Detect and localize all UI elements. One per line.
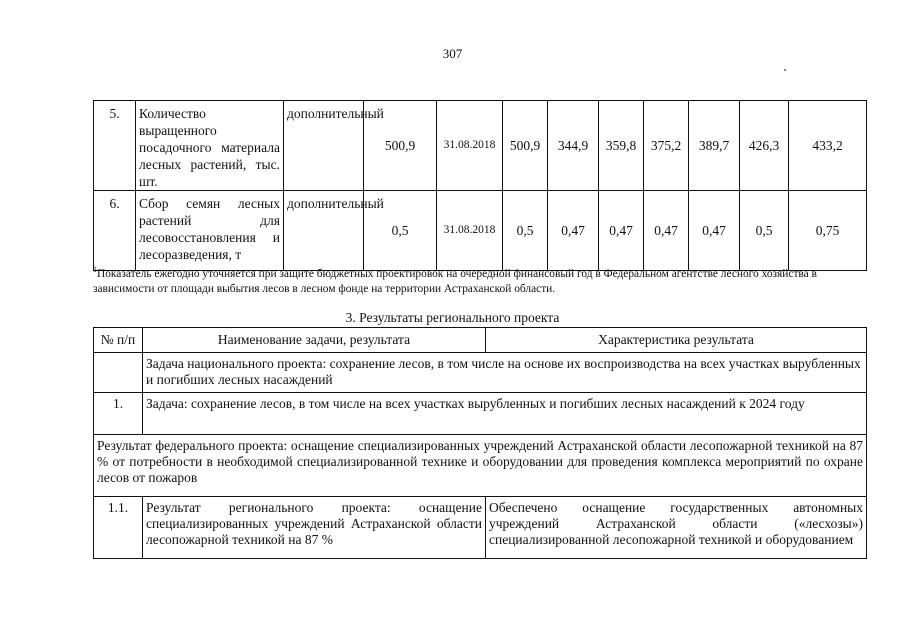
footnote-mark: 1 (93, 265, 97, 274)
indicator-type: дополнительный (284, 101, 364, 191)
result-characteristic: Обеспечено оснащение государственных автономных учреждений Астраханской области («лесхозы») специализированной лесопожарной техникой и оборудованием (486, 497, 867, 559)
results-table (93, 327, 867, 559)
indicator-value: 0,5 (503, 191, 548, 271)
indicator-value: 359,8 (599, 101, 644, 191)
indicator-base-date: 31.08.2018 (437, 191, 503, 271)
indicator-base-date: 31.08.2018 (437, 101, 503, 191)
section-title: 3. Результаты регионального проекта (345, 310, 560, 325)
task-text: Задача: сохранение лесов, в том числе на всех участках вырубленных и погибших лесных насаждений к 2024 году (143, 393, 867, 435)
scan-speck (784, 69, 786, 71)
header-characteristic: Характеристика результата (486, 328, 867, 353)
indicator-value: 0,47 (599, 191, 644, 271)
regional-result-row (94, 497, 867, 559)
indicator-value: 0,5 (740, 191, 789, 271)
indicator-value: 0,47 (689, 191, 740, 271)
indicator-value: 500,9 (503, 101, 548, 191)
footnote (93, 262, 871, 297)
result-name: Результат регионального проекта: оснащение специализированных учреждений Астраханской области лесопожарной техникой на 87 % (143, 497, 486, 559)
indicator-value: 426,3 (740, 101, 789, 191)
indicator-value: 344,9 (548, 101, 599, 191)
national-task-row (94, 353, 867, 393)
task-row (94, 393, 867, 435)
indicator-number: 6. (94, 191, 136, 271)
federal-result: Результат федерального проекта: оснащение специализированных учреждений Астраханской области лесопожарной техникой на 87 % от потребности в необходимой специализированной технике и оборудовании для проведения комплекса мероприятий по охране лесов от пожаров (94, 435, 867, 497)
indicators-table (93, 100, 867, 271)
footnote-text: Показатель ежегодно уточняется при защите бюджетных проектировок на очередной финансовый год в Федеральном агентстве лесного хозяйства в зависимости от площади выбытия лесов в лесном фонде на территории Астраханской области. (93, 267, 817, 295)
indicator-name: Сбор семян лесных растений для лесовосстановления и лесоразведения, т (136, 191, 284, 271)
task-number: 1. (94, 393, 143, 435)
indicator-name: Количество выращенного посадочного материала лесных растений, тыс. шт. (136, 101, 284, 191)
indicator-value: 433,2 (789, 101, 867, 191)
indicator-value: 375,2 (644, 101, 689, 191)
indicator-value: 0,47 (548, 191, 599, 271)
indicator-value: 389,7 (689, 101, 740, 191)
national-task: Задача национального проекта: сохранение лесов, в том числе на основе их воспроизводства на всех участках вырубленных и погибших лесных насаждений (143, 353, 867, 393)
indicator-row (94, 101, 867, 191)
result-number: 1.1. (94, 497, 143, 559)
indicator-type: дополнительный (284, 191, 364, 271)
header-number: № п/п (94, 328, 143, 353)
indicator-base-value: 0,5 (364, 191, 437, 271)
indicator-row (94, 191, 867, 271)
header-name: Наименование задачи, результата (143, 328, 486, 353)
indicator-value: 0,47 (644, 191, 689, 271)
empty-number-cell (94, 353, 143, 393)
page-number: 307 (442, 46, 463, 61)
federal-result-row (94, 435, 867, 497)
results-header-row (94, 328, 867, 353)
indicator-number: 5. (94, 101, 136, 191)
indicator-value: 0,75 (789, 191, 867, 271)
indicator-base-value: 500,9 (364, 101, 437, 191)
